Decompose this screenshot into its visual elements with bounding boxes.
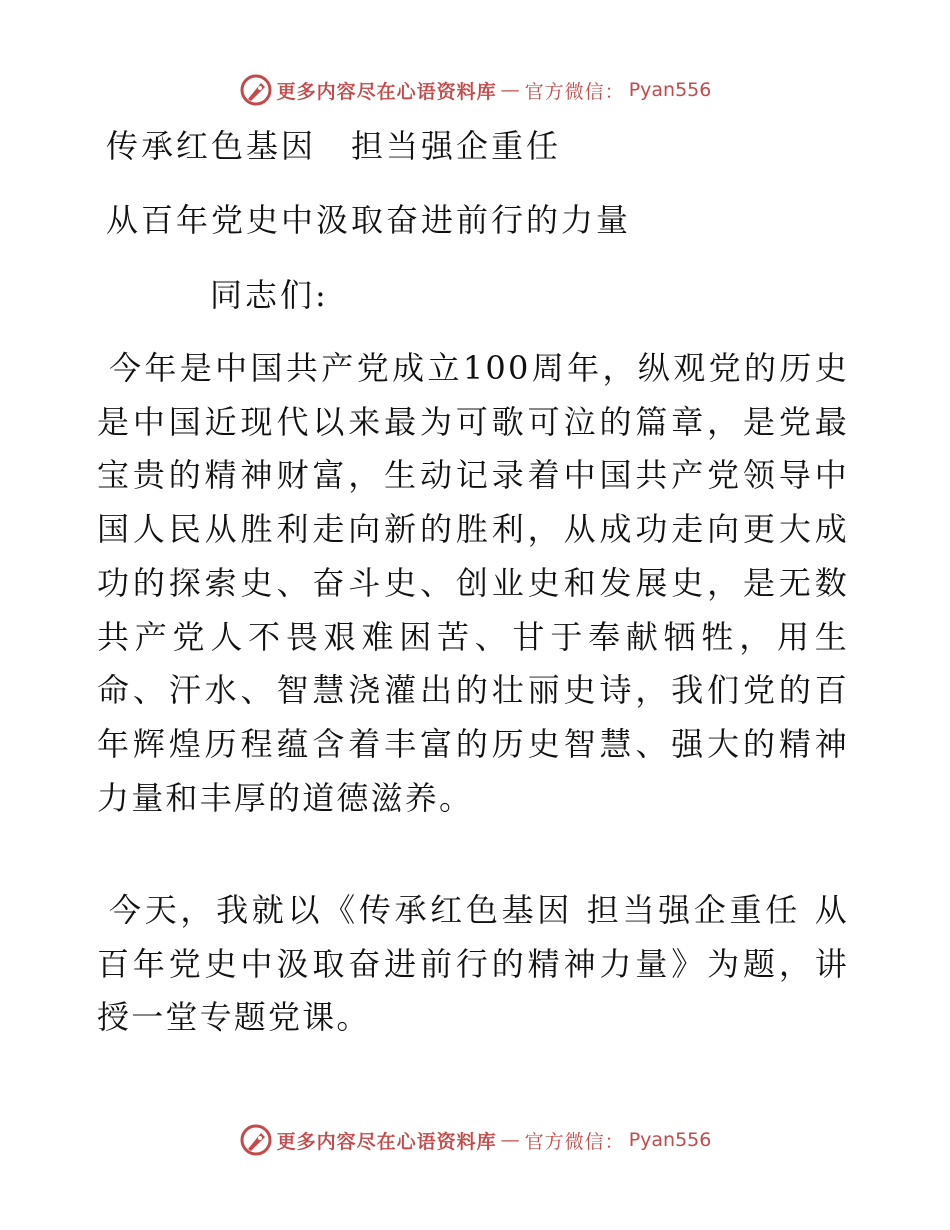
pen-nib-logo-icon xyxy=(239,1123,273,1157)
footer-watermark-banner xyxy=(0,1120,950,1160)
banner-main-text: 更多内容尽在心语资料库 xyxy=(276,1130,497,1153)
banner-wechat-label: 官方微信： xyxy=(524,1130,625,1153)
salutation: 同志们: xyxy=(210,276,329,314)
document-title: 传承红色基因 担当强企重任 xyxy=(106,127,562,165)
banner-separator: — xyxy=(500,79,521,101)
document-subtitle: 从百年党史中汲取奋进前行的力量 xyxy=(106,201,632,239)
banner-main-text: 更多内容尽在心语资料库 xyxy=(276,80,497,103)
banner-separator: — xyxy=(500,1129,521,1151)
body-paragraph-1: 今年是中国共产党成立100周年，纵观党的历史是中国近现代以来最为可歌可泣的篇章，是党最宝贵的精神财富，生动记录着中国共产党领导中国人民从胜利走向新的胜利，从成功走向更大成功的探索史、奋斗史、创业史和发展史，是无数共产党人不畏艰难困苦、甘于奉献牺牲，用生命、汗水、智慧浇灌出的壮丽史诗，我们党的百年辉煌历程蕴含着丰富的历史智慧、强大的精神力量和丰厚的道德滋养。 xyxy=(97,349,849,817)
banner-wechat-id: Pyan556 xyxy=(628,79,712,101)
banner-wechat-id: Pyan556 xyxy=(628,1129,712,1151)
pen-nib-logo-icon xyxy=(239,73,273,107)
body-paragraph-2: 今天，我就以《传承红色基因 担当强企重任 从百年党史中汲取奋进前行的精神力量》为题，讲授一堂专题党课。 xyxy=(97,891,849,1037)
banner-wechat-label: 官方微信： xyxy=(524,80,625,103)
header-watermark-banner xyxy=(0,70,950,110)
